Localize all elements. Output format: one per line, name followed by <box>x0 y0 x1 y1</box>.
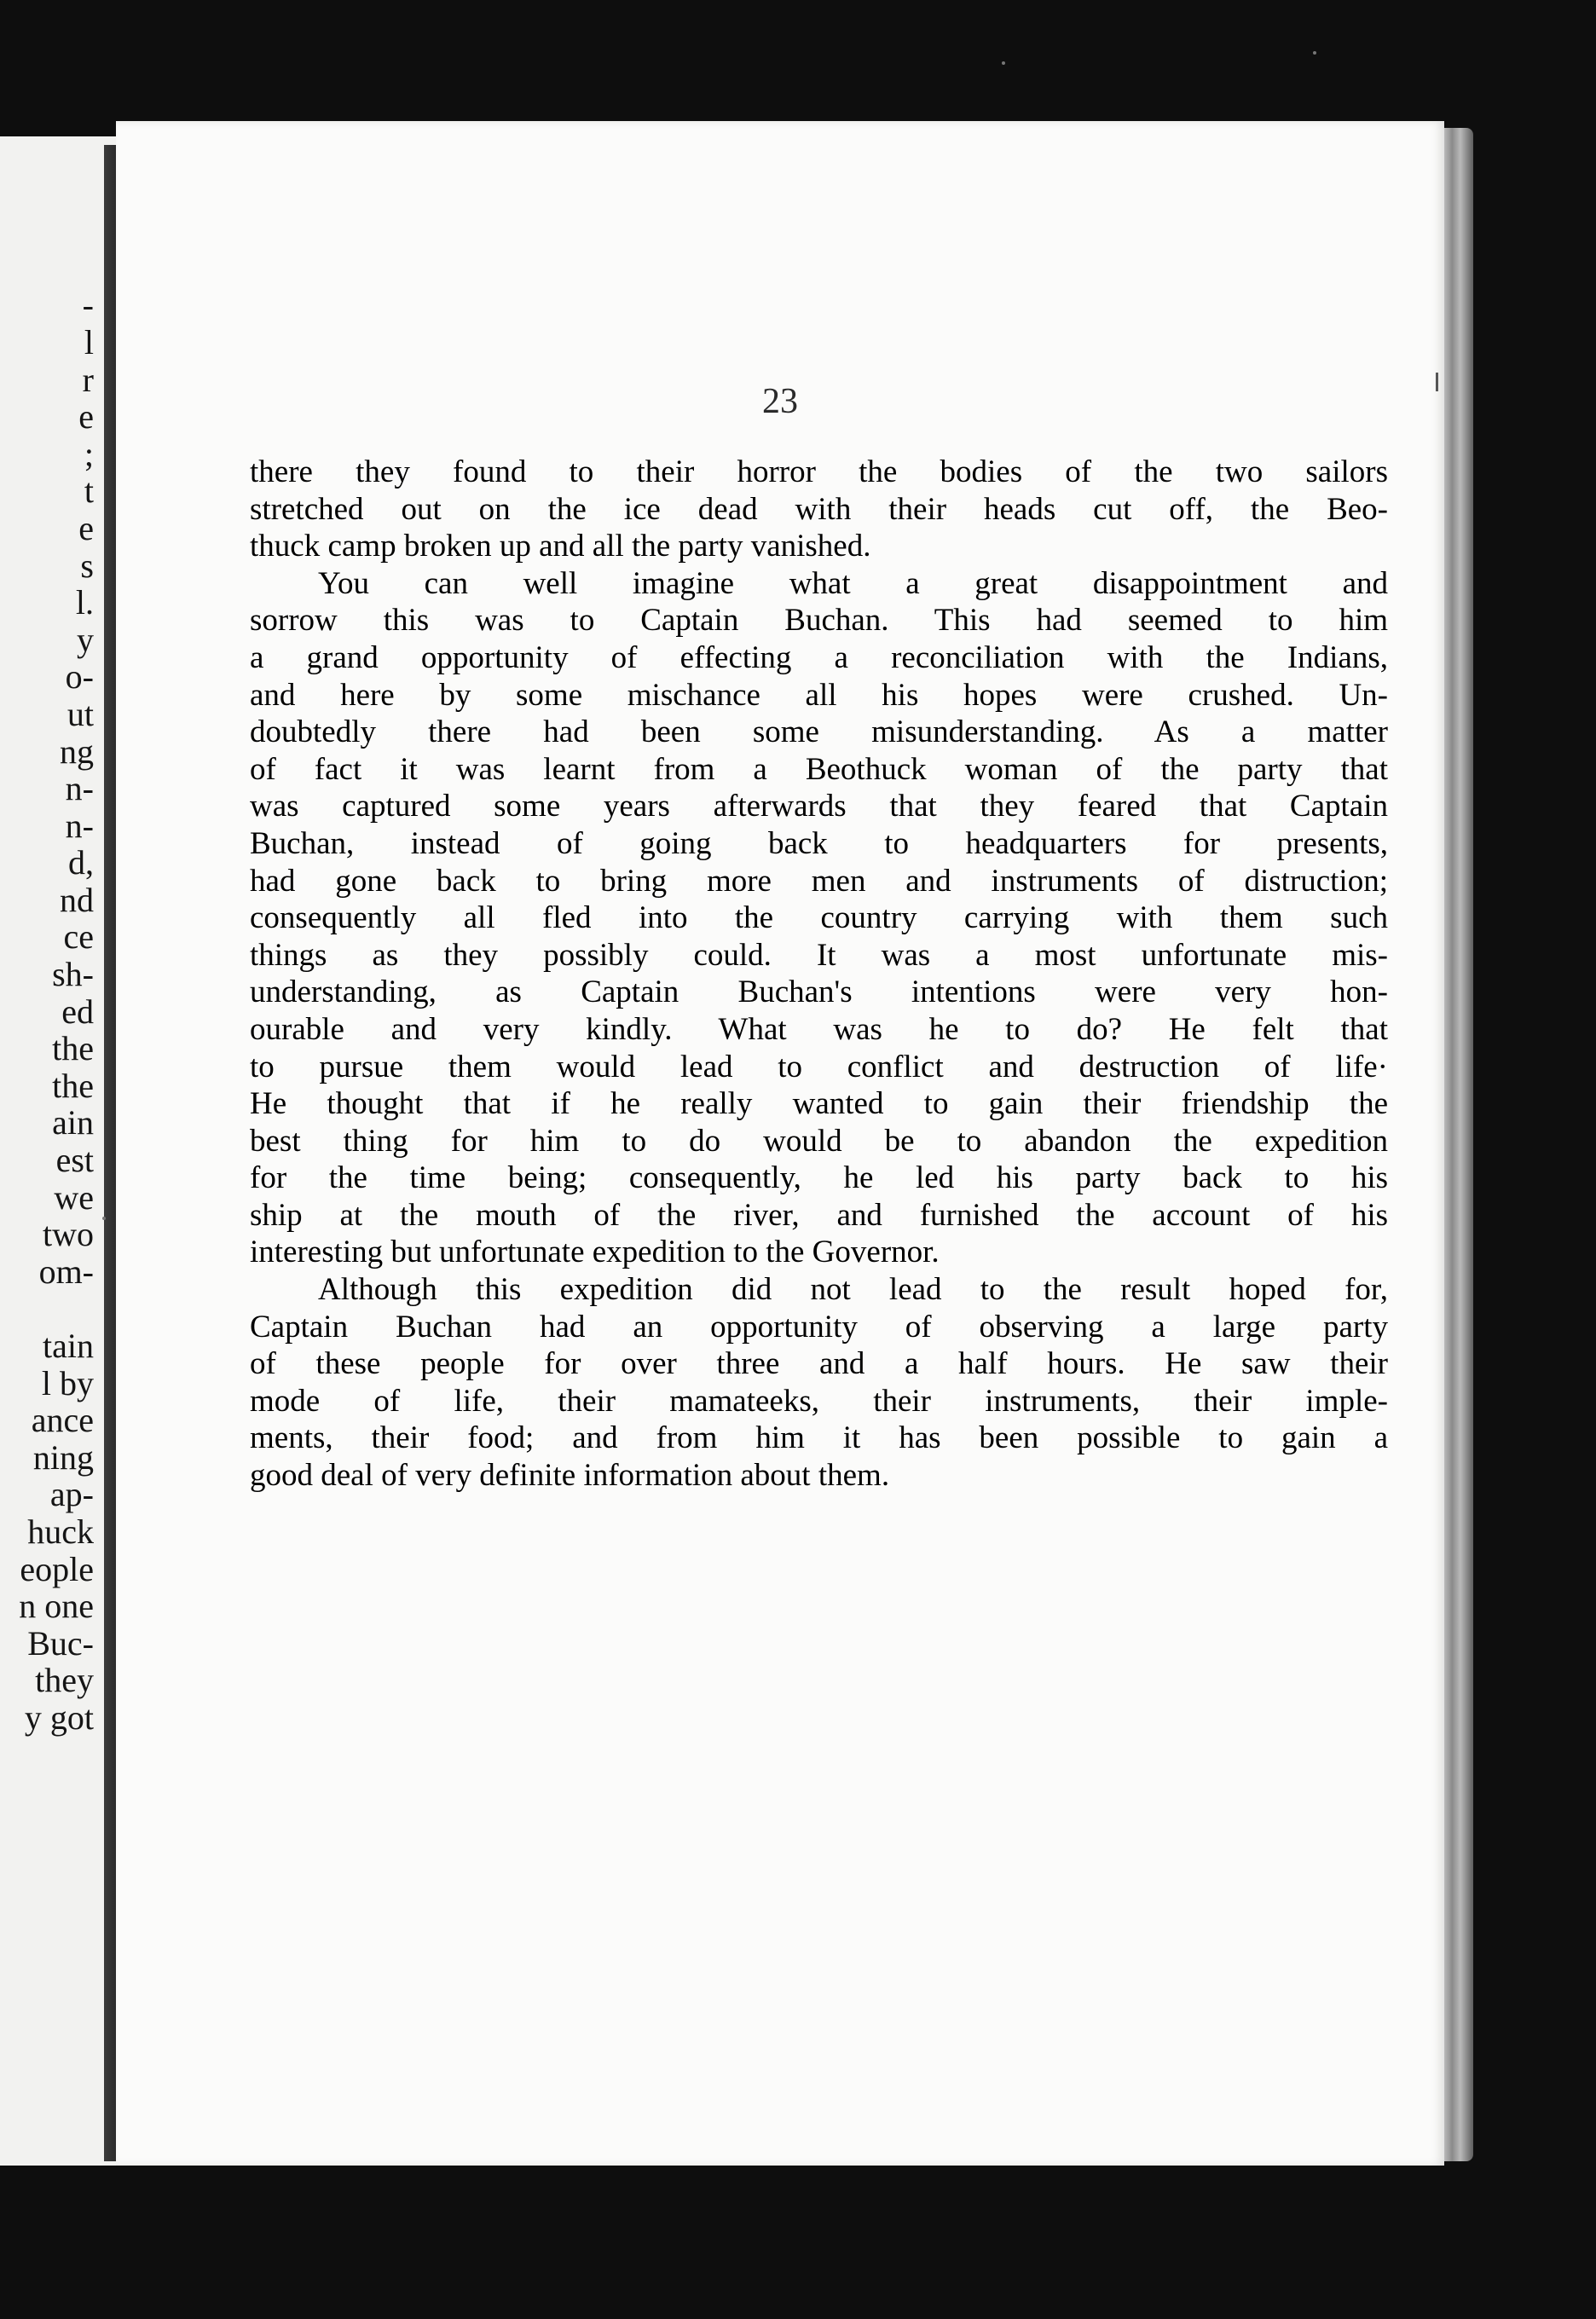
text-line: good deal of very definite information about them. <box>250 1458 890 1494</box>
text-line: a grand opportunity of effecting a reconciliation with the Indians, <box>250 639 1388 675</box>
text-line: ments, their food; and from him it has been possible to gain a <box>250 1420 1388 1456</box>
previous-page-line: l by <box>41 1363 94 1402</box>
text-line: things as they possibly could. It was a most unfortunate mis- <box>250 937 1388 973</box>
page-number: 23 <box>762 382 798 421</box>
text-line: mode of life, their mamateeks, their instruments, their imple- <box>250 1383 1388 1419</box>
previous-page-line: nd <box>60 880 94 919</box>
previous-page-line: n- <box>65 769 94 808</box>
text-line: had gone back to bring more men and instruments of distruction; <box>250 863 1388 899</box>
previous-page-line: the <box>52 1029 94 1068</box>
previous-page-line: huck <box>27 1512 94 1551</box>
previous-page <box>0 136 119 2166</box>
previous-page-line: l <box>84 322 94 361</box>
previous-page-line: y <box>77 620 94 659</box>
previous-page-line: ance <box>31 1401 94 1440</box>
previous-page-line: ning <box>32 1437 94 1477</box>
text-line: sorrow this was to Captain Buchan. This had seemed to him <box>250 603 1388 639</box>
dust-speck <box>1002 61 1005 65</box>
previous-page-line: we <box>54 1177 94 1217</box>
dust-speck <box>1313 51 1316 55</box>
previous-page-line: o- <box>65 657 94 697</box>
text-line: ourable and very kindly. What was he to do? He felt that <box>250 1011 1388 1047</box>
previous-page-line: d, <box>68 843 94 882</box>
dust-speck <box>102 1217 106 1220</box>
previous-page-line: r <box>82 360 94 399</box>
previous-page-line: eople <box>20 1549 94 1588</box>
previous-page-line <box>0 138 94 176</box>
previous-page-line: om- <box>38 1252 94 1291</box>
book-page <box>116 121 1444 2166</box>
previous-page-line: - <box>82 286 94 325</box>
text-line: Buchan, instead of going back to headquarters for presents, <box>250 825 1388 861</box>
previous-page-line: n one <box>19 1587 94 1626</box>
previous-page-line: y got <box>24 1697 94 1737</box>
previous-page-line: e <box>78 508 94 547</box>
text-line: for the time being; consequently, he led his party back to his <box>250 1160 1388 1196</box>
previous-page-line: ce <box>63 917 94 957</box>
text-line: interesting but unfortunate expedition to the Governor. <box>250 1235 940 1270</box>
previous-page-line: s <box>80 546 94 585</box>
previous-page-line: ap- <box>49 1475 94 1514</box>
text-line: Although this expedition did not lead to the result hoped for, <box>318 1272 1388 1308</box>
previous-page-line: two <box>43 1215 94 1254</box>
text-line: stretched out on the ice dead with their heads cut off, the Beo- <box>250 491 1388 527</box>
previous-page-line: n- <box>65 806 94 845</box>
previous-page-line <box>0 250 94 287</box>
text-line: of fact it was learnt from a Beothuck woman of the party that <box>250 751 1388 787</box>
text-line: to pursue them would lead to conflict and destruction of life· <box>250 1049 1388 1084</box>
text-line: of these people for over three and a half hours. He saw their <box>250 1346 1388 1382</box>
text-line: was captured some years afterwards that they feared that Captain <box>250 789 1388 824</box>
previous-page-line: l. <box>75 583 94 622</box>
previous-page-line <box>0 1290 94 1327</box>
body-text <box>250 454 1388 1495</box>
text-line: ship at the mouth of the river, and furnished the account of his <box>250 1197 1388 1233</box>
text-line: and here by some mischance all his hopes were crushed. Un- <box>250 677 1388 713</box>
previous-page-line: tain <box>43 1327 94 1365</box>
previous-page-line: t <box>84 471 94 511</box>
previous-page-text <box>0 138 94 1737</box>
text-line: Captain Buchan had an opportunity of observing a large party <box>250 1309 1388 1345</box>
text-line: doubtedly there had been some misunderstanding. As a matter <box>250 714 1388 750</box>
text-line: thuck camp broken up and all the party vanished. <box>250 529 871 564</box>
page-edges <box>1441 128 1473 2161</box>
previous-page-line <box>0 212 94 250</box>
text-line: You can well imagine what a great disappointment and <box>318 565 1388 601</box>
previous-page-line: ng <box>60 732 94 771</box>
previous-page-line: est <box>55 1141 94 1180</box>
text-line: there they found to their horror the bodies of the two sailors <box>250 454 1388 489</box>
previous-page-line: ed <box>61 992 94 1031</box>
previous-page-line: the <box>52 1066 94 1105</box>
previous-page-line <box>0 176 94 213</box>
previous-page-line: they <box>35 1661 94 1700</box>
previous-page-line: ; <box>84 434 94 473</box>
text-line: best thing for him to do would be to abandon the expedition <box>250 1123 1388 1159</box>
previous-page-line: ut <box>66 694 94 733</box>
text-line: He thought that if he really wanted to gain their friendship the <box>250 1086 1388 1122</box>
previous-page-line: sh- <box>52 955 94 994</box>
text-line: understanding, as Captain Buchan's intentions were very hon- <box>250 974 1388 1010</box>
text-line: consequently all fled into the country carrying with them such <box>250 900 1388 936</box>
previous-page-line: e <box>78 397 94 437</box>
previous-page-line: ain <box>52 1103 94 1142</box>
previous-page-line: Buc- <box>27 1623 94 1663</box>
